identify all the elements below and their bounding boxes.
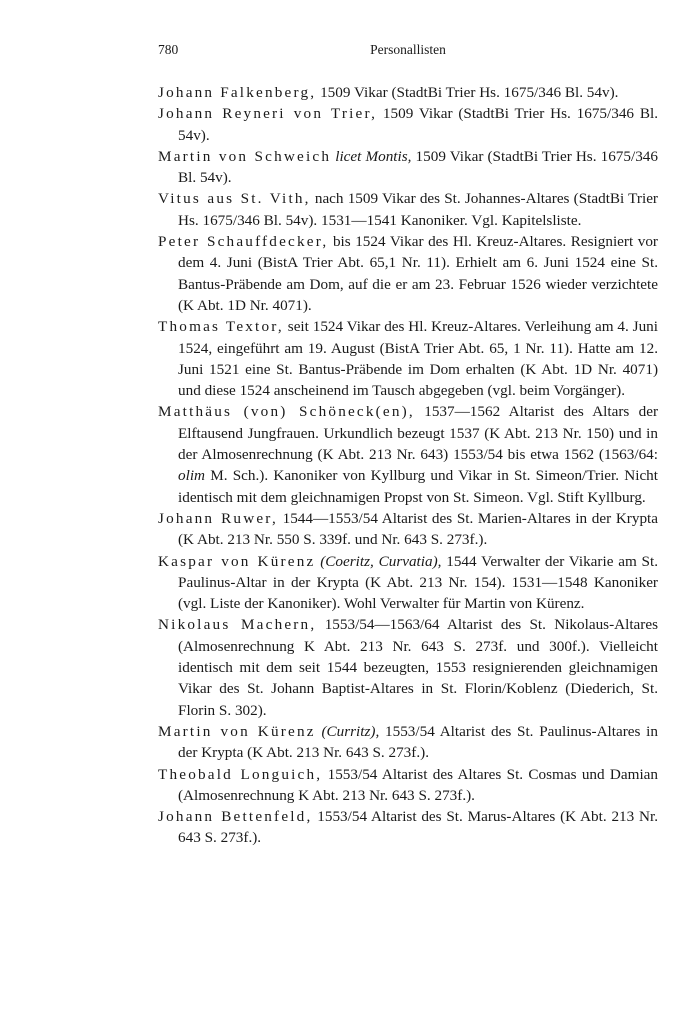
list-item	[158, 551, 658, 615]
entry-text: 1509 Vikar (StadtBi Trier Hs. 1675/346 Bl. 54v).	[320, 84, 619, 101]
person-name: Johann Falkenberg,	[158, 84, 317, 101]
person-name: Martin von Kürenz	[158, 722, 316, 740]
list-item	[158, 721, 658, 764]
entry-text: 1537—1562 Altarist des Altars der Elftausend Jungfrauen. Urkundlich bezeugt 1537 (K Abt. 213 Nr. 150) und in der Almosenrechnung (K Abt. 213 Nr. 643) 1553/54 bis etwa 1562 (1563/64:	[178, 403, 659, 464]
entry-text: 1544 Verwalter der Vikarie am St. Paulinus-Altar in der Krypta (K Abt. 213 Nr. 154). 1531—1548 Kanoniker (vgl. Liste der Kanoniker). Wohl Verwalter für Martin von Kürenz.	[178, 552, 659, 613]
list-item	[158, 764, 658, 807]
person-name: Johann Bettenfeld,	[158, 808, 313, 826]
entry-text: bis 1524 Vikar des Hl. Kreuz-Altares. Resigniert vor dem 4. Juni (BistA Trier Abt. 65,1 Nr. 11). Erhielt am 6. Juni 1524 eine St. Bantus-Präbende am Dom, auf die er am 23. Februar 1526 wieder verzichtete (K Abt. 1D Nr. 4071).	[178, 233, 658, 314]
person-name: Vitus aus St. Vith,	[158, 190, 311, 208]
list-item	[158, 316, 658, 401]
entry-text-continued: M. Sch.). Kanoniker von Kyllburg und Vikar in St. Simeon/Trier. Nicht identisch mit dem gleichnamigen Propst von St. Simeon. Vgl. Stift Kyllburg.	[178, 467, 658, 506]
list-item	[158, 188, 658, 231]
person-name: Kaspar von Kürenz	[158, 552, 316, 570]
list-item	[158, 82, 658, 103]
entry-text: 1553/54 Altarist des Altares St. Cosmas und Damian (Almosenrechnung K Abt. 213 Nr. 643 S. 273f.).	[178, 765, 659, 804]
entry-text: 1544—1553/54 Altarist des St. Marien-Altares in der Krypta (K Abt. 213 Nr. 550 S. 339f. und Nr. 643 S. 273f.).	[178, 509, 658, 549]
person-name: Peter Schauffdecker,	[158, 233, 329, 251]
list-item	[158, 614, 658, 720]
entry-text: seit 1524 Vikar des Hl. Kreuz-Altares. Verleihung am 4. Juni 1524, eingeführt am 19. August (BistA Trier Abt. 65, 1 Nr. 11). Hatte am 12. Juni 1521 eine St. Bantus-Präbende im Dom erhalten (K Abt. 1D Nr. 4071) und diese 1524 anscheinend im Tausch abgegeben (vgl. beim Vorgänger).	[178, 318, 658, 400]
entry-text: nach 1509 Vikar des St. Johannes-Altares (StadtBi Trier Hs. 1675/346 Bl. 54v). 1531—1541 Kanoniker. Vgl. Kapitelsliste.	[178, 190, 658, 229]
name-alias: (Coeritz, Curvatia),	[320, 552, 442, 570]
list-item	[158, 231, 658, 316]
name-alias: (Curritz),	[321, 722, 380, 740]
running-head: Personallisten	[370, 42, 446, 57]
entry-text: 1509 Vikar (StadtBi Trier Hs. 1675/346 Bl. 54v).	[178, 147, 658, 187]
list-item	[158, 401, 658, 507]
list-item	[158, 103, 658, 146]
person-name: Matthäus (von) Schöneck(en),	[158, 403, 415, 421]
list-item	[158, 146, 658, 189]
list-item	[158, 806, 658, 849]
entry-text: 1509 Vikar (StadtBi Trier Hs. 1675/346 Bl. 54v).	[178, 105, 658, 144]
person-name: Johann Ruwer,	[158, 509, 278, 527]
person-name: Theobald Longuich,	[158, 765, 323, 783]
name-alias: licet Montis,	[335, 147, 412, 165]
page-number: 780	[158, 42, 179, 57]
document-page	[158, 42, 658, 849]
person-name: Johann Reyneri von Trier,	[158, 105, 378, 123]
personnel-list	[158, 82, 658, 849]
person-name: Nikolaus Machern,	[158, 616, 317, 634]
person-name: Martin von Schweich	[158, 147, 332, 165]
entry-text: 1553/54 Altarist des St. Paulinus-Altares in der Krypta (K Abt. 213 Nr. 643 S. 273f.).	[178, 722, 658, 762]
entry-text: 1553/54 Altarist des St. Marus-Altares (K Abt. 213 Nr. 643 S. 273f.).	[178, 808, 658, 847]
entry-text: 1553/54—1563/64 Altarist des St. Nikolaus-Altares (Almosenrechnung K Abt. 213 Nr. 643 S. 273f. und 300f.). Vielleicht identisch mit dem seit 1544 bezeugten, 1553 resignierenden gleichnamigen Vikar des St. Johann Baptist-Altares in St. Florin/Koblenz (Diederich, St. Florin S. 302).	[178, 616, 658, 719]
person-name: Thomas Textor,	[158, 318, 284, 336]
list-item	[158, 508, 658, 551]
name-alias: olim	[178, 467, 206, 485]
page-header	[158, 42, 658, 64]
